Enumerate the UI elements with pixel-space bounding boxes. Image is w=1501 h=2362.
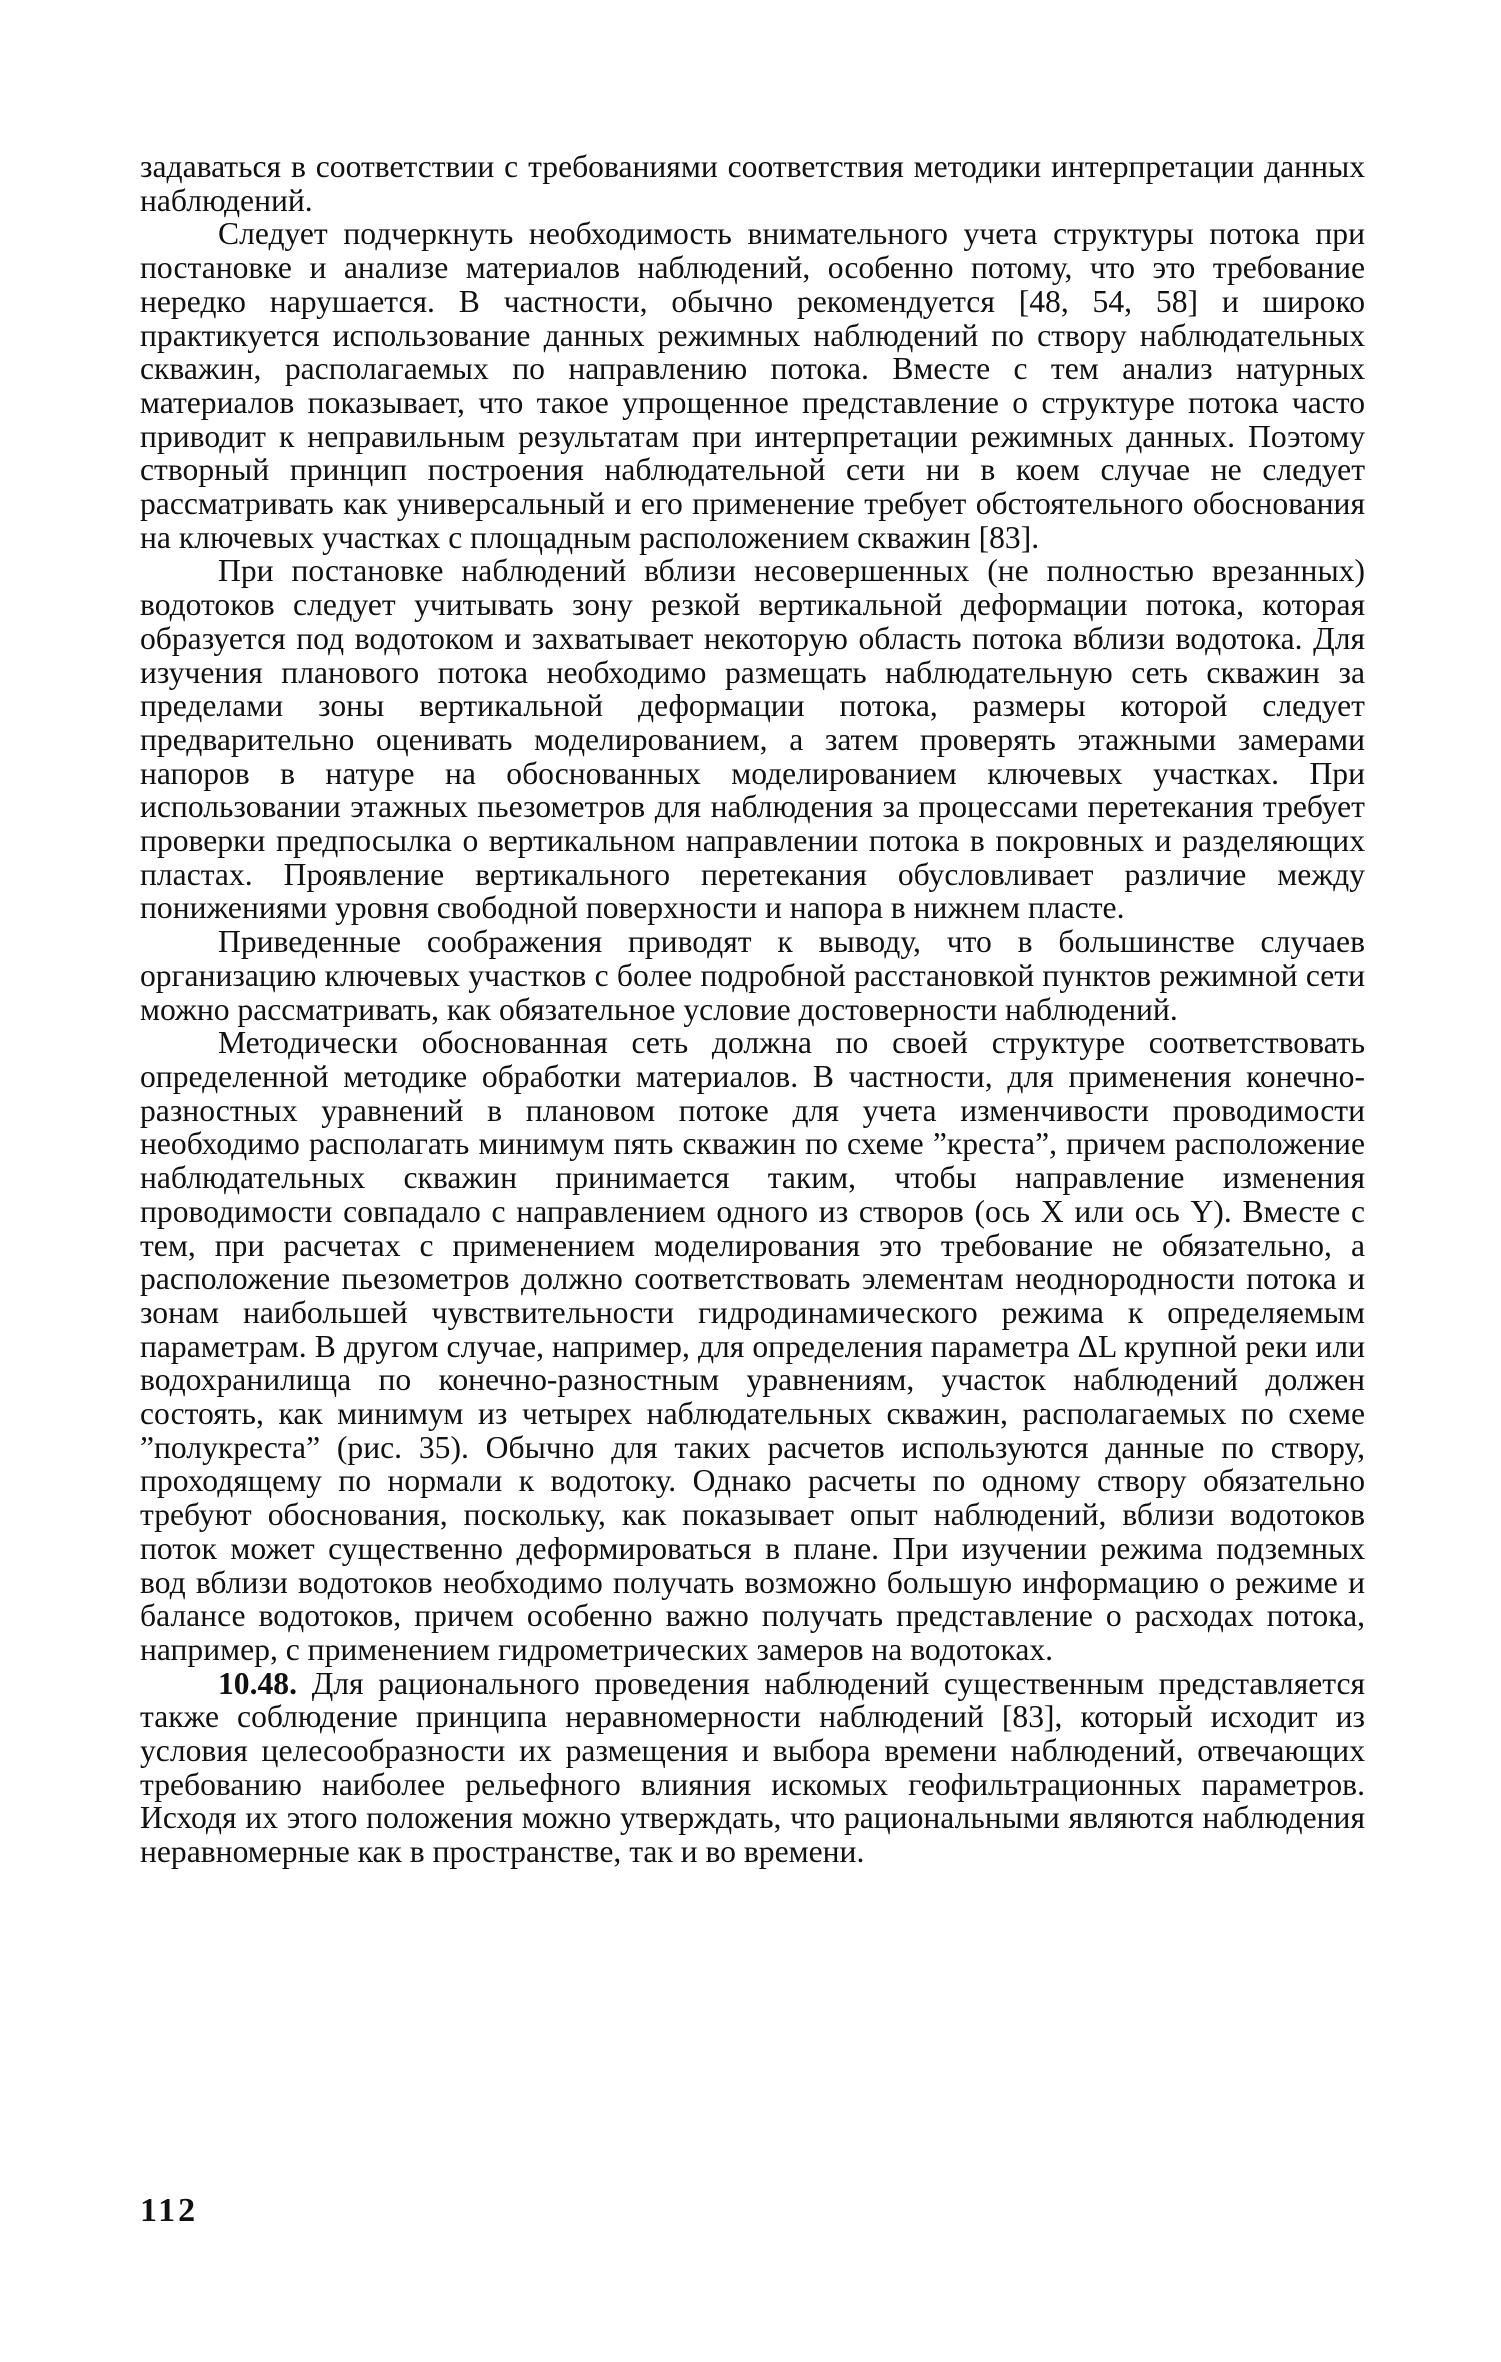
paragraph-method-network: Методически обоснованная сеть должна по своей структуре соответствовать определенной методике обработки материалов. В частности, для применения конечно-разностных уравнений в плановом потоке для учета изменчивости проводимости необходимо располагать минимум пять скважин по схеме ”креста”, причем расположение наблюдательных скважин принимается таким, чтобы направление изменения проводимости совпадало с направлением одного из створов (ось X или ось Y). Вместе с тем, при расчетах с применением моделирования это требование не обязательно, а расположение пьезометров должно соответствовать элементам неоднородности потока и зонам наибольшей чувствительности гидродинамического режима к определяемым параметрам. В другом случае, например, для определения параметра ΔL крупной реки или водохранилища по конечно-разностным уравнениям, участок наблюдений должен состоять, как минимум из четырех наблюдательных скважин, располагаемых по схеме ”полукреста” (рис. 35). Обычно для таких расчетов используются данные по створу, проходящему по нормали к водотоку. Однако расчеты по одному створу обязательно требуют обоснования, поскольку, как показывает опыт наблюдений, вблизи водотоков поток может существенно деформироваться в плане. При изучении режима подземных вод вблизи водотоков необходимо получать возможно большую информацию о режиме и балансе водотоков, причем особенно важно получать представление о расходах потока, например, с применением гидрометрических замеров на водотоках. bbox=[140, 1025, 1365, 1667]
section-text: Для рационального проведения наблюдений существенным представляется также соблюдение принципа неравномерности наблюдений [83], который исходит из условия целесообразности их размещения и выбора времени наблюдений, отвечающих требованию наиболее рельефного влияния искомых геофильтрационных параметров. Исходя их этого положения можно утверждать, что рациональными являются наблюдения неравномерные как в пространстве, так и во времени. bbox=[140, 1665, 1365, 1870]
paragraph-flow-structure: Следует подчеркнуть необходимость внимательного учета структуры потока при постановке и анализе материалов наблюдений, особенно потому, что это требование нередко нарушается. В частности, обычно рекомендуется [48, 54, 58] и широко практикуется использование данных режимных наблюдений по створу наблюдательных скважин, располагаемых по направлению потока. Вместе с тем анализ натурных материалов показывает, что такое упрощенное представление о структуре потока часто приводит к неправильным результатам при интерпретации режимных данных. Поэтому створный принцип построения наблюдательной сети ни в коем случае не следует рассматривать как универсальный и его применение требует обстоятельного обоснования на ключевых участках с площадным расположением скважин [83]. bbox=[140, 216, 1365, 555]
page-text-block bbox=[140, 150, 1365, 1869]
paragraph-section-10-48 bbox=[140, 1667, 1365, 1869]
section-number: 10.48. bbox=[218, 1665, 297, 1701]
paragraph-key-sites: Приведенные соображения приводят к выводу, что в большинстве случаев организацию ключевых участков с более подробной расстановкой пунктов режимной сети можно рассматривать, как обязательное условие достоверности наблюдений. bbox=[140, 924, 1365, 1027]
paragraph-continuation: задаваться в соответствии с требованиями соответствия методики интерпретации данных наблюдений. bbox=[140, 149, 1365, 218]
page-number: 112 bbox=[140, 2192, 199, 2229]
paragraph-imperfect-streams: При постановке наблюдений вблизи несовершенных (не полностью врезанных) водотоков следует учитывать зону резкой вертикальной деформации потока, которая образуется под водотоком и захватывает некоторую область потока вблизи водотока. Для изучения планового потока необходимо размещать наблюдательную сеть скважин за пределами зоны вертикальной деформации потока, размеры которой следует предварительно оценивать моделированием, а затем проверять этажными замерами напоров в натуре на обоснованных моделированием ключевых участках. При использовании этажных пьезометров для наблюдения за процессами перетекания требует проверки предпосылка о вертикальном направлении потока в покровных и разделяющих пластах. Проявление вертикального перетекания обусловливает различие между понижениями уровня свободной поверхности и напора в нижнем пласте. bbox=[140, 553, 1365, 926]
